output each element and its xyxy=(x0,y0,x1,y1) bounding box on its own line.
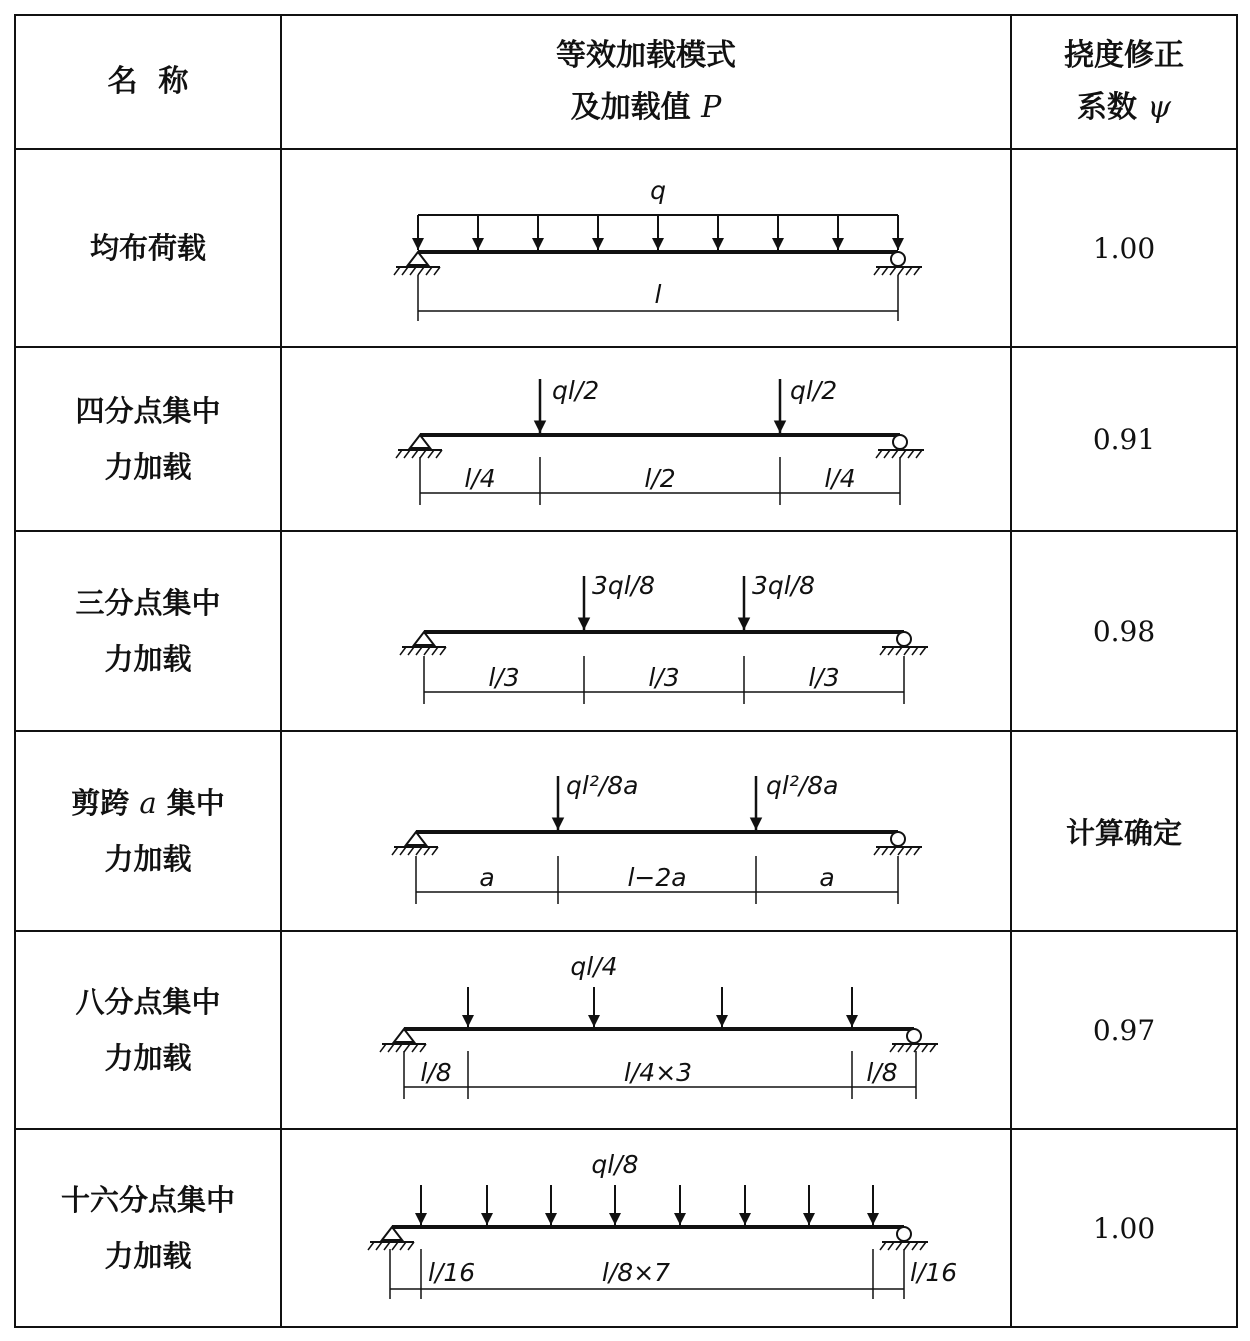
dimension-label: l/8 xyxy=(420,1058,452,1087)
dimension-label: l/8×7 xyxy=(601,1258,671,1287)
pin-support xyxy=(392,832,438,855)
shear-span-load-diagram xyxy=(296,736,996,926)
header-coef-line1: 挠度修正 xyxy=(1064,38,1184,73)
uniform-load-arrows xyxy=(418,215,898,250)
dimension-label: l/3 xyxy=(648,663,680,692)
dimension-label: a xyxy=(479,863,495,892)
roller-support xyxy=(874,832,922,855)
row-coef-cell xyxy=(1011,531,1237,731)
eighth-point-load-diagram xyxy=(296,935,996,1125)
row-diagram-cell xyxy=(281,347,1011,531)
row-name-post: 集中 xyxy=(166,786,225,820)
roller-support xyxy=(874,252,922,275)
load-label: q xyxy=(650,176,666,205)
row-name-pre: 剪跨 xyxy=(71,786,130,820)
header-coef-line2 xyxy=(1012,82,1236,134)
row-diagram-cell xyxy=(281,731,1011,931)
load-label: ql/4 xyxy=(570,952,618,981)
roller-support xyxy=(880,632,928,655)
dimension-label: l/3 xyxy=(488,663,520,692)
row-coef-cell xyxy=(1011,347,1237,531)
load-label: ql/8 xyxy=(591,1150,639,1179)
load-label: ql/2 xyxy=(552,376,600,405)
pin-support xyxy=(400,632,446,655)
dimension-label: l/16 xyxy=(910,1258,958,1287)
row-name-line1 xyxy=(16,775,280,831)
pin-support xyxy=(368,1227,414,1250)
row-name-cell xyxy=(15,531,281,731)
table-row xyxy=(15,531,1237,731)
quarter-point-load-diagram xyxy=(296,349,996,529)
row-name-line2: 力加载 xyxy=(104,1239,192,1273)
row-name-line1: 三分点集中 xyxy=(75,586,221,620)
table-row xyxy=(15,1129,1237,1327)
row-name-line1: 四分点集中 xyxy=(75,394,221,428)
dimension-label: l/8 xyxy=(866,1058,898,1087)
sixteenth-point-load-diagram xyxy=(296,1133,996,1323)
pin-support xyxy=(394,252,440,275)
row-coef-cell xyxy=(1011,1129,1237,1327)
header-name: 名 称 xyxy=(107,64,189,99)
load-label: ql/2 xyxy=(790,376,838,405)
dimension-label: a xyxy=(819,863,835,892)
dimension-label: l/16 xyxy=(428,1258,476,1287)
roller-support xyxy=(890,1029,938,1052)
row-diagram-cell xyxy=(281,149,1011,347)
header-mode-symbol: P xyxy=(701,90,722,125)
row-coef-cell xyxy=(1011,931,1237,1129)
coefficient-value: 0.91 xyxy=(1092,422,1156,456)
load-table xyxy=(14,14,1238,1328)
roller-support xyxy=(880,1227,928,1250)
table-row xyxy=(15,347,1237,531)
point-load-arrows xyxy=(468,987,852,1027)
span-label: l xyxy=(654,280,662,309)
row-name-line1: 十六分点集中 xyxy=(60,1183,235,1217)
row-diagram-cell xyxy=(281,931,1011,1129)
pin-support xyxy=(396,435,442,458)
dimension-label: l/4 xyxy=(464,464,496,493)
table-row xyxy=(15,731,1237,931)
dimension-label: l/3 xyxy=(808,663,840,692)
load-label: ql²/8a xyxy=(566,771,639,800)
header-coef-symbol: ψ xyxy=(1147,90,1171,125)
header-mode-line2 xyxy=(282,82,1010,134)
row-name-line2: 力加载 xyxy=(104,450,192,484)
load-label: 3ql/8 xyxy=(752,571,816,600)
coefficient-value: 1.00 xyxy=(1092,1211,1156,1245)
row-coef-cell xyxy=(1011,149,1237,347)
row-name-cell xyxy=(15,731,281,931)
row-name-line2: 力加载 xyxy=(104,842,192,876)
dimension-label: l/4×3 xyxy=(623,1058,693,1087)
coefficient-value: 0.98 xyxy=(1092,614,1156,648)
header-coef-line2-prefix: 系数 xyxy=(1077,90,1137,125)
row-name-line2: 力加载 xyxy=(104,642,192,676)
row-name-line1: 八分点集中 xyxy=(75,985,221,1019)
row-name-cell xyxy=(15,931,281,1129)
row-diagram-cell xyxy=(281,531,1011,731)
row-name: 均布荷载 xyxy=(89,231,206,265)
row-name-symbol: a xyxy=(139,786,157,820)
header-mode-cell xyxy=(281,15,1011,149)
row-coef-cell xyxy=(1011,731,1237,931)
uniform-load-diagram xyxy=(296,153,996,343)
coefficient-value: 计算确定 xyxy=(1065,815,1182,850)
header-mode-line2-prefix: 及加载值 xyxy=(570,90,691,125)
coefficient-value: 1.00 xyxy=(1092,231,1156,265)
row-name-cell xyxy=(15,347,281,531)
header-mode-line1: 等效加载模式 xyxy=(556,38,736,73)
table-row xyxy=(15,149,1237,347)
load-label: ql²/8a xyxy=(766,771,839,800)
load-label: 3ql/8 xyxy=(592,571,656,600)
point-load-arrows xyxy=(421,1185,873,1225)
row-name-cell xyxy=(15,149,281,347)
table-row xyxy=(15,931,1237,1129)
roller-support xyxy=(876,435,924,458)
row-diagram-cell xyxy=(281,1129,1011,1327)
header-row xyxy=(15,15,1237,149)
row-name-line2: 力加载 xyxy=(104,1041,192,1075)
third-point-load-diagram xyxy=(296,536,996,726)
row-name-cell xyxy=(15,1129,281,1327)
header-coef-cell xyxy=(1011,15,1237,149)
header-name-cell xyxy=(15,15,281,149)
dimension-label: l/4 xyxy=(824,464,856,493)
dimension-label: l−2a xyxy=(627,863,687,892)
dimension-label: l/2 xyxy=(644,464,676,493)
coefficient-value: 0.97 xyxy=(1092,1013,1156,1047)
pin-support xyxy=(380,1029,426,1052)
